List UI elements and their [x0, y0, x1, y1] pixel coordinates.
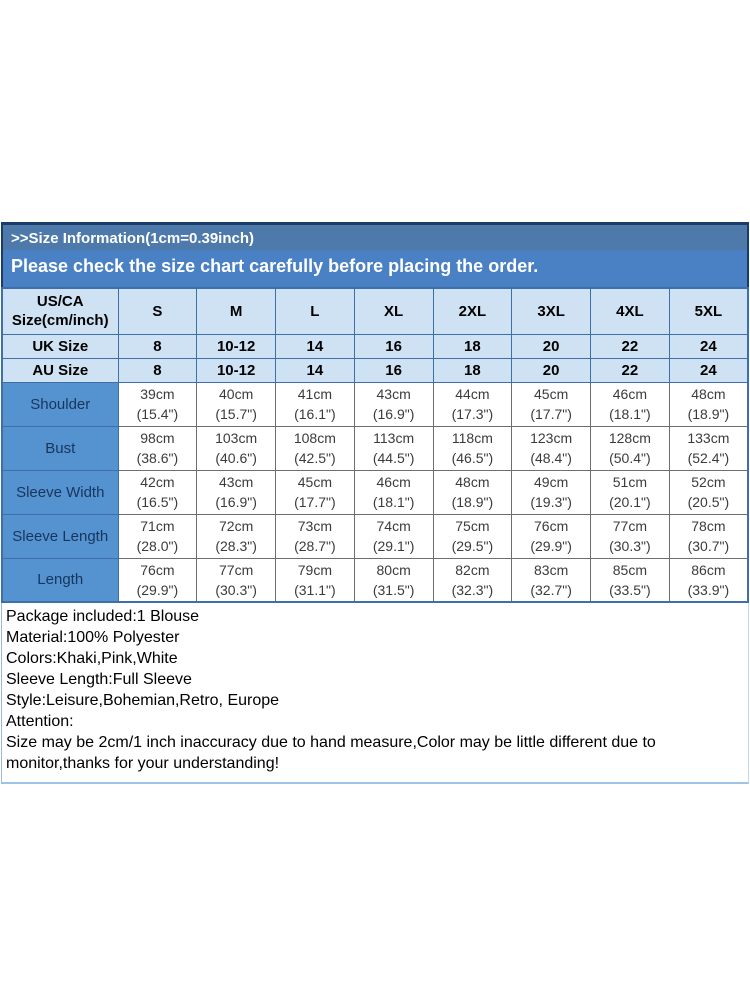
measure-cell [591, 382, 670, 426]
corner-line2: Size(cm/inch) [11, 312, 109, 330]
cm-value: 113cm [373, 430, 415, 446]
measure-cell [197, 426, 276, 470]
cm-value: 128cm [608, 430, 651, 446]
size-header-row [2, 288, 748, 334]
inch-value: (38.6") [136, 450, 179, 466]
au-size-row [2, 358, 748, 382]
sleeve-width-row [2, 470, 748, 514]
measure-cell [354, 382, 433, 426]
inch-value: (33.5") [609, 581, 651, 598]
cm-value: 77cm [219, 561, 254, 578]
measure-cell [197, 382, 276, 426]
col-header-xl: XL [354, 288, 433, 334]
inch-value: (32.7") [530, 581, 572, 598]
inch-value: (52.4") [687, 450, 730, 466]
measure-cell [354, 426, 433, 470]
cm-value: 49cm [534, 474, 569, 490]
cm-value: 48cm [691, 386, 726, 402]
inch-value: (19.3") [530, 494, 572, 510]
inch-value: (31.1") [294, 581, 336, 598]
inch-value: (30.3") [609, 538, 651, 554]
uk-size-value: 14 [276, 334, 355, 358]
inch-value: (18.9") [687, 406, 730, 422]
content-area [1, 222, 749, 784]
size-chart-warning: Please check the size chart carefully before placing the order. [3, 250, 747, 287]
inch-value: (29.1") [372, 538, 415, 554]
cm-value: 40cm [219, 386, 254, 402]
col-header-5xl: 5XL [669, 288, 748, 334]
col-header-2xl: 2XL [433, 288, 512, 334]
inch-value: (18.9") [451, 494, 494, 510]
measure-cell [276, 514, 355, 558]
corner-header-cell [2, 288, 118, 334]
inch-value: (33.9") [687, 581, 730, 598]
au-size-value: 20 [512, 358, 591, 382]
attention-label: Attention: [6, 713, 74, 730]
measure-cell [197, 514, 276, 558]
measure-cell [669, 426, 748, 470]
cm-value: 103cm [215, 430, 258, 446]
inch-value: (18.1") [372, 494, 415, 510]
inch-value: (40.6") [215, 450, 257, 466]
length-label: Length [2, 558, 118, 602]
uk-size-label: UK Size [2, 334, 118, 358]
cm-value: 43cm [376, 386, 411, 402]
inch-value: (46.5") [451, 450, 494, 466]
product-details [1, 603, 749, 784]
inch-value: (17.7") [530, 406, 572, 422]
cm-value: 43cm [219, 474, 254, 490]
measure-cell [197, 470, 276, 514]
au-size-value: 16 [354, 358, 433, 382]
measure-cell [276, 426, 355, 470]
cm-value: 52cm [691, 474, 726, 490]
material-line: Material:100% Polyester [6, 629, 180, 646]
inch-value: (20.1") [609, 494, 651, 510]
measure-cell [354, 558, 433, 602]
inch-value: (44.5") [372, 450, 415, 466]
measure-cell [669, 514, 748, 558]
style-line: Style:Leisure,Bohemian,Retro, Europe [6, 692, 280, 709]
inch-value: (17.3") [451, 406, 494, 422]
cm-value: 86cm [691, 561, 726, 578]
inch-value: (16.5") [136, 494, 179, 510]
inch-value: (20.5") [687, 494, 730, 510]
cm-value: 79cm [297, 561, 332, 578]
measure-cell [433, 382, 512, 426]
colors-line: Colors:Khaki,Pink,White [6, 650, 178, 667]
uk-size-value: 24 [669, 334, 748, 358]
bust-label: Bust [2, 426, 118, 470]
cm-value: 71cm [140, 518, 175, 534]
measure-cell [118, 558, 197, 602]
sleeve-width-label: Sleeve Width [2, 470, 118, 514]
measure-cell [118, 470, 197, 514]
measure-cell [669, 558, 748, 602]
inch-value: (50.4") [609, 450, 651, 466]
cm-value: 44cm [455, 386, 490, 402]
measure-cell [591, 470, 670, 514]
au-size-value: 22 [591, 358, 670, 382]
inch-value: (29.5") [451, 538, 494, 554]
cm-value: 75cm [455, 518, 490, 534]
corner-line1: US/CA [36, 293, 84, 311]
inch-value: (32.3") [451, 581, 494, 598]
cm-value: 118cm [451, 430, 493, 446]
cm-value: 77cm [612, 518, 647, 534]
col-header-s: S [118, 288, 197, 334]
inch-value: (18.1") [609, 406, 651, 422]
sleeve-length-row [2, 514, 748, 558]
measure-cell [512, 426, 591, 470]
inch-value: (16.9") [215, 494, 257, 510]
measure-cell [433, 470, 512, 514]
measure-cell [591, 558, 670, 602]
measure-cell [512, 514, 591, 558]
measure-cell [669, 382, 748, 426]
cm-value: 76cm [140, 561, 175, 578]
inch-value: (28.7") [294, 538, 336, 554]
inch-value: (31.5") [372, 581, 415, 598]
measure-cell [591, 426, 670, 470]
inch-value: (15.7") [215, 406, 257, 422]
au-size-value: 14 [276, 358, 355, 382]
uk-size-value: 10-12 [197, 334, 276, 358]
cm-value: 76cm [534, 518, 569, 534]
uk-size-value: 20 [512, 334, 591, 358]
measure-cell [118, 382, 197, 426]
inch-value: (17.7") [294, 494, 336, 510]
uk-size-value: 18 [433, 334, 512, 358]
au-size-value: 24 [669, 358, 748, 382]
inch-value: (16.9") [372, 406, 415, 422]
cm-value: 123cm [530, 430, 573, 446]
measure-cell [433, 514, 512, 558]
uk-size-value: 16 [354, 334, 433, 358]
measure-cell [276, 470, 355, 514]
cm-value: 46cm [376, 474, 411, 490]
measure-cell [512, 382, 591, 426]
cm-value: 80cm [376, 561, 411, 578]
measure-cell [512, 558, 591, 602]
cm-value: 83cm [534, 561, 569, 578]
cm-value: 39cm [140, 386, 175, 402]
cm-value: 72cm [219, 518, 254, 534]
au-size-value: 8 [118, 358, 197, 382]
length-row [2, 558, 748, 602]
cm-value: 74cm [376, 518, 411, 534]
cm-value: 46cm [612, 386, 647, 402]
uk-size-value: 8 [118, 334, 197, 358]
au-size-label: AU Size [2, 358, 118, 382]
inch-value: (30.7") [687, 538, 730, 554]
measure-cell [512, 470, 591, 514]
inch-value: (16.1") [294, 406, 336, 422]
cm-value: 133cm [687, 430, 730, 446]
inch-value: (30.3") [215, 581, 257, 598]
inch-value: (28.0") [136, 538, 179, 554]
shoulder-row [2, 382, 748, 426]
header-bands [1, 222, 749, 287]
inch-value: (29.9") [136, 581, 179, 598]
measure-cell [354, 470, 433, 514]
col-header-4xl: 4XL [591, 288, 670, 334]
uk-size-row [2, 334, 748, 358]
measure-cell [669, 470, 748, 514]
measure-cell [354, 514, 433, 558]
cm-value: 108cm [293, 430, 336, 446]
measure-cell [433, 558, 512, 602]
sleeve-length-line: Sleeve Length:Full Sleeve [6, 671, 192, 688]
cm-value: 85cm [612, 561, 647, 578]
cm-value: 48cm [455, 474, 490, 490]
package-included-line: Package included:1 Blouse [6, 608, 200, 625]
col-header-3xl: 3XL [512, 288, 591, 334]
cm-value: 45cm [297, 474, 332, 490]
size-chart-table [1, 287, 749, 603]
disclaimer-line: Size may be 2cm/1 inch inaccuracy due to hand measure,Color may be little different due to monitor,thanks for your understanding! [6, 734, 656, 772]
measure-cell [118, 514, 197, 558]
measure-cell [276, 558, 355, 602]
uk-size-value: 22 [591, 334, 670, 358]
cm-value: 78cm [691, 518, 726, 534]
sleeve-length-label: Sleeve Length [2, 514, 118, 558]
cm-value: 98cm [140, 430, 175, 446]
inch-value: (29.9") [530, 538, 572, 554]
col-header-m: M [197, 288, 276, 334]
cm-value: 82cm [455, 561, 490, 578]
cm-value: 41cm [297, 386, 332, 402]
au-size-value: 18 [433, 358, 512, 382]
measure-cell [118, 426, 197, 470]
inch-value: (28.3") [215, 538, 257, 554]
inch-value: (48.4") [530, 450, 572, 466]
measure-cell [197, 558, 276, 602]
au-size-value: 10-12 [197, 358, 276, 382]
cm-value: 51cm [612, 474, 647, 490]
measure-cell [591, 514, 670, 558]
measure-cell [276, 382, 355, 426]
cm-value: 42cm [140, 474, 175, 490]
measure-cell [433, 426, 512, 470]
cm-value: 73cm [297, 518, 332, 534]
bust-row [2, 426, 748, 470]
size-information-title: >>Size Information(1cm=0.39inch) [3, 225, 747, 250]
shoulder-label: Shoulder [2, 382, 118, 426]
cm-value: 45cm [534, 386, 569, 402]
col-header-l: L [276, 288, 355, 334]
inch-value: (42.5") [294, 450, 336, 466]
inch-value: (15.4") [136, 406, 179, 422]
